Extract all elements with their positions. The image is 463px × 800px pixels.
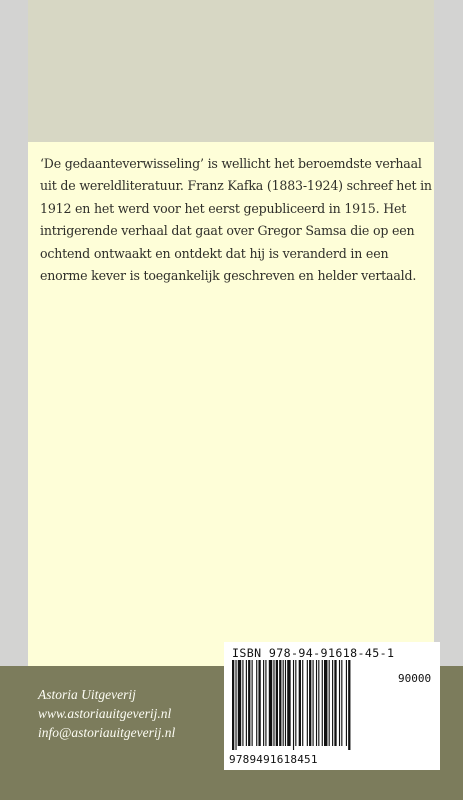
- publisher-email: info@astoriauitgeverij.nl: [38, 725, 176, 740]
- barcode-bar: [273, 660, 274, 746]
- barcode-bar: [265, 660, 266, 746]
- isbn-label: ISBN 978-94-91618-45-1: [232, 646, 395, 660]
- price-code: 90000: [398, 672, 432, 685]
- barcode-bar: [309, 660, 311, 746]
- barcode-bar: [293, 660, 294, 750]
- barcode-bar: [322, 660, 323, 746]
- barcode-bar: [302, 660, 303, 746]
- barcode-bar: [252, 660, 253, 746]
- top-panel: [28, 0, 434, 142]
- publisher-info: [38, 685, 175, 742]
- barcode-bar: [332, 660, 333, 746]
- barcode-bar: [313, 660, 314, 746]
- barcode-bar: [316, 660, 317, 746]
- barcode-bar: [258, 660, 260, 746]
- barcode-bar: [248, 660, 250, 746]
- barcode-bar: [269, 660, 272, 746]
- barcode-bar: [346, 660, 347, 746]
- barcode-bar: [232, 660, 234, 750]
- barcode-bar: [279, 660, 281, 746]
- barcode-bar: [295, 660, 296, 746]
- barcode-bar: [276, 660, 278, 746]
- barcode-bar: [307, 660, 308, 746]
- barcode-bar: [329, 660, 330, 746]
- barcode-bar: [283, 660, 284, 746]
- barcode-bar: [238, 660, 241, 746]
- barcode-bar: [348, 660, 350, 750]
- barcode-bar: [285, 660, 286, 746]
- barcode-bar: [242, 660, 243, 746]
- barcode-bar: [256, 660, 257, 746]
- barcode-bar: [246, 660, 247, 746]
- barcode-digits: 9789491618451: [229, 753, 318, 766]
- barcode-bar: [341, 660, 342, 746]
- barcode-bar: [299, 660, 301, 746]
- barcode-bar: [235, 660, 236, 750]
- barcode-bar: [318, 660, 319, 746]
- barcode-icon: [226, 660, 392, 752]
- barcode-bar: [339, 660, 340, 746]
- barcode-bar: [334, 660, 336, 746]
- publisher-website: www.astoriauitgeverij.nl: [38, 706, 172, 721]
- back-cover-blurb: ‘De gedaanteverwisseling’ is wellicht het beroemdste verhaal uit de wereldliteratuur. Franz Kafka (1883-1924) schreef het in 1912 en het werd voor het eerst gepubliceerd in 1915. Het intrigerende verhaal dat gaat over Gregor Samsa die op een ochtend ontwaakt en ontdekt dat hij is veranderd in een enorme kever is toegankelijk geschreven en helder vertaald.: [40, 156, 432, 284]
- barcode-bar: [324, 660, 327, 746]
- publisher-name: Astoria Uitgeverij: [38, 687, 136, 702]
- barcode-bar: [263, 660, 264, 746]
- barcode-bar: [287, 660, 290, 746]
